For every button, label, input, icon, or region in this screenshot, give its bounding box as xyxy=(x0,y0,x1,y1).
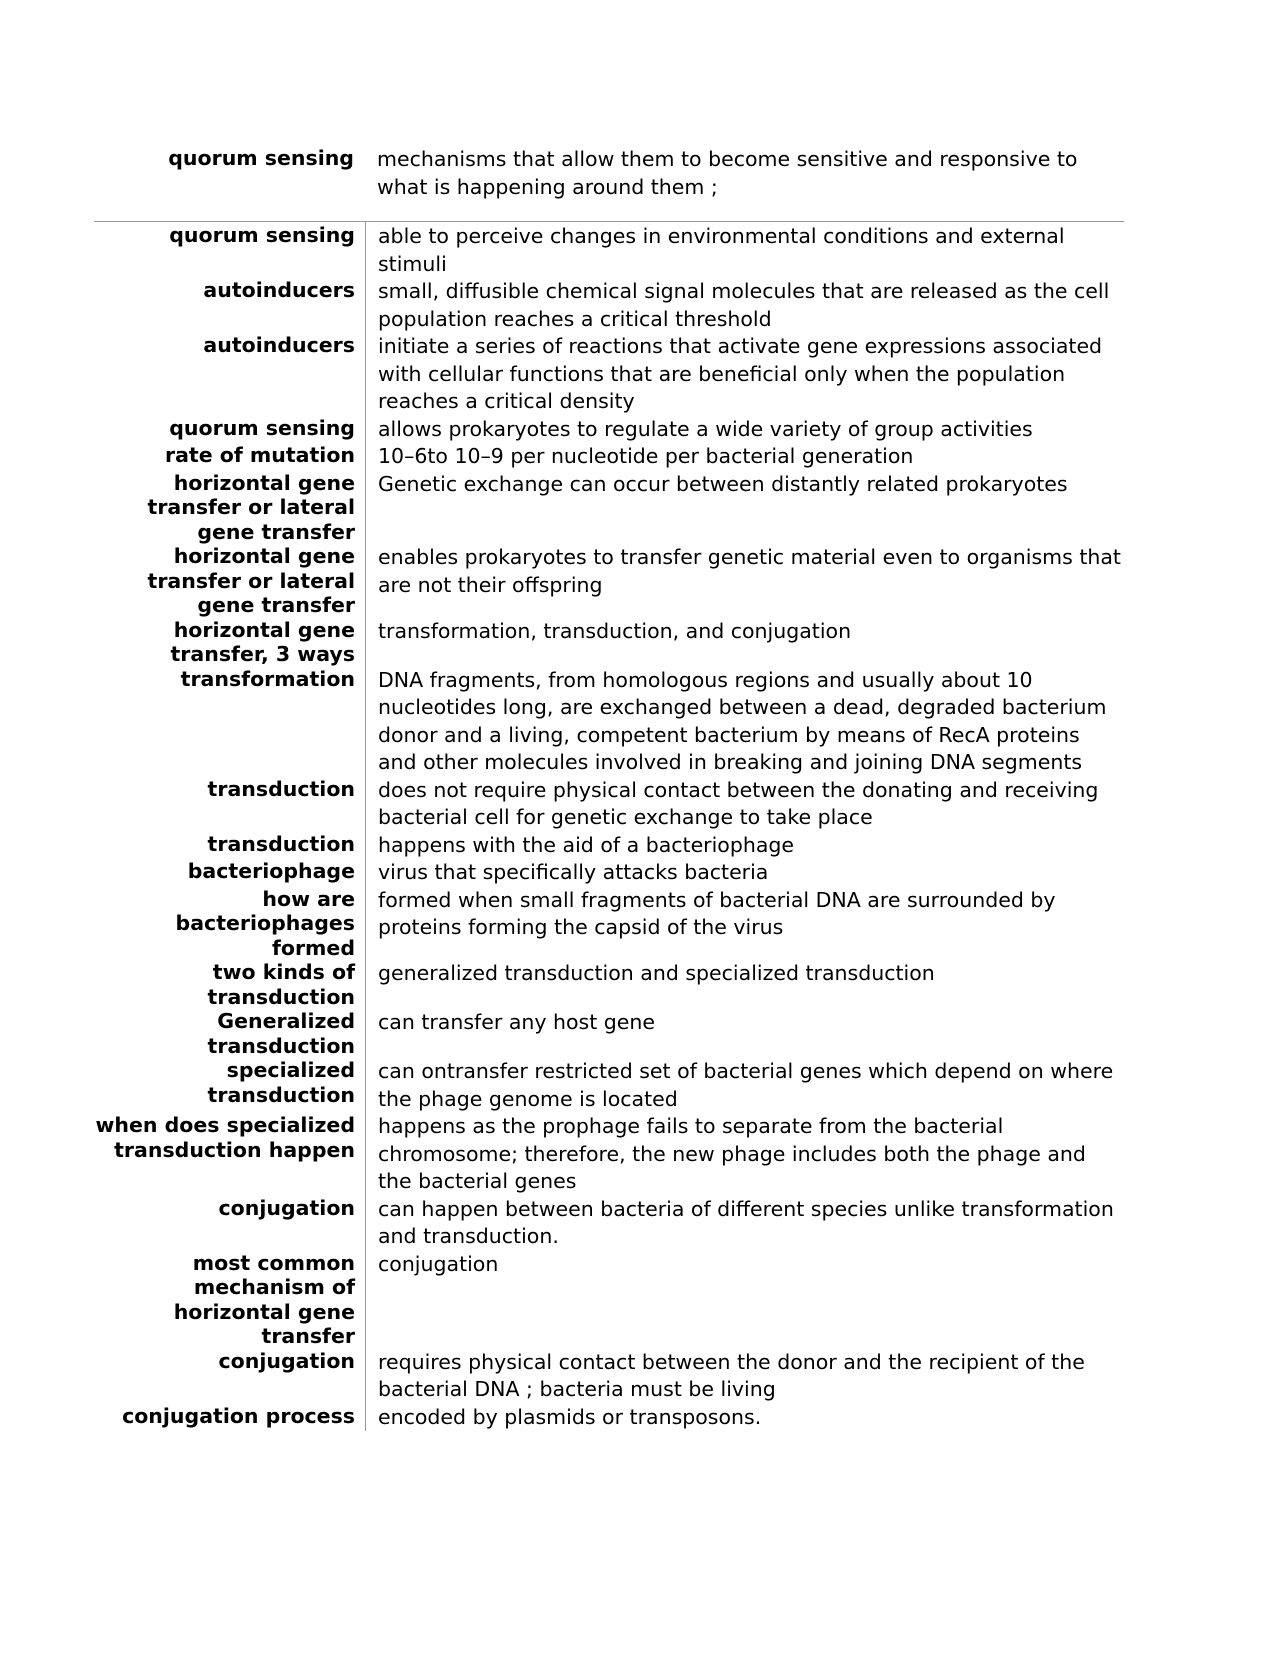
term-cell: conjugation process xyxy=(122,1403,355,1428)
definition-cell: 10–6to 10–9 per nucleotide per bacterial generation xyxy=(378,444,914,468)
table-row xyxy=(95,777,1124,832)
term-cell: horizontal gene transfer or lateral gene transfer xyxy=(147,470,355,544)
table-row xyxy=(95,887,1124,961)
term-cell: when does specialized transduction happen xyxy=(95,1113,355,1162)
definition-cell: happens with the aid of a bacteriophage xyxy=(378,832,795,857)
term-cell: quorum sensing xyxy=(168,146,354,170)
table-row xyxy=(95,278,1124,333)
table-row xyxy=(95,618,1124,667)
term-cell: autoinducers xyxy=(203,278,355,302)
table-row xyxy=(95,443,1124,471)
definition-cell: encoded by plasmids or transposons. xyxy=(378,1404,762,1429)
term-cell: conjugation xyxy=(218,1195,355,1220)
table-row xyxy=(95,832,1124,860)
term-cell: horizontal gene transfer or lateral gene transfer xyxy=(147,544,355,617)
table-row xyxy=(95,1009,1124,1058)
table-row xyxy=(95,544,1124,618)
term-cell: conjugation xyxy=(218,1348,355,1373)
definition-cell: virus that specifically attacks bacteria xyxy=(378,860,769,884)
table-row xyxy=(95,1113,1124,1196)
definition-cell: conjugation xyxy=(378,1251,499,1276)
table-row xyxy=(95,333,1124,416)
term-cell: transduction xyxy=(207,831,355,856)
term-cell: specialized transduction xyxy=(207,1058,355,1107)
term-cell: transformation xyxy=(180,666,355,691)
term-cell: rate of mutation xyxy=(164,443,355,467)
table-row xyxy=(95,416,1124,444)
definition-cell: enables prokaryotes to transfer genetic material even to organisms that are not their offspring xyxy=(378,545,1121,597)
table-row xyxy=(95,1251,1124,1349)
definition-cell: can happen between bacteria of different species unlike transformation and transduction. xyxy=(378,1196,1114,1248)
definition-cell: generalized transduction and specialized transduction xyxy=(378,961,935,985)
table-row xyxy=(95,1404,1124,1432)
definition-cell: allows prokaryotes to regulate a wide variety of group activities xyxy=(378,416,1033,441)
term-cell: Generalized transduction xyxy=(207,1009,355,1058)
definition-cell: able to perceive changes in environmental conditions and external stimuli xyxy=(378,224,1065,276)
definition-cell: can transfer any host gene xyxy=(378,1010,656,1034)
flashcard-table xyxy=(94,146,1124,1431)
table-row xyxy=(95,667,1124,777)
definition-cell: Genetic exchange can occur between distantly related prokaryotes xyxy=(378,471,1068,496)
term-cell: quorum sensing xyxy=(169,415,355,440)
table-row xyxy=(95,222,1124,278)
definition-cell: does not require physical contact between the donating and receiving bacterial cell for genetic exchange to take place xyxy=(378,777,1099,829)
definition-cell: initiate a series of reactions that activate gene expressions associated with cellular functions that are beneficial only when the population reaches a critical density xyxy=(378,334,1103,413)
table-body xyxy=(95,222,1124,1431)
definition-cell: can ontransfer restricted set of bacterial genes which depend on where the phage genome is located xyxy=(378,1059,1114,1111)
term-cell: most common mechanism of horizontal gene transfer xyxy=(173,1250,355,1348)
term-cell: quorum sensing xyxy=(169,223,355,247)
definition-cell: small, diffusible chemical signal molecules that are released as the cell population reaches a critical threshold xyxy=(378,279,1110,331)
term-cell: two kinds of transduction xyxy=(207,960,355,1009)
term-cell: transduction xyxy=(207,776,355,801)
term-cell: horizontal gene transfer, 3 ways xyxy=(170,617,355,666)
term-cell: autoinducers xyxy=(203,333,355,357)
definition-cell: happens as the prophage fails to separate from the bacterial chromosome; therefore, the new phage includes both the phage and the bacterial genes xyxy=(378,1114,1086,1193)
definition-cell: formed when small fragments of bacterial DNA are surrounded by proteins forming the capsid of the virus xyxy=(378,887,1056,939)
definition-cell: requires physical contact between the donor and the recipient of the bacterial DNA ; bacteria must be living xyxy=(378,1349,1085,1401)
term-cell: bacteriophage xyxy=(187,859,355,883)
table-row xyxy=(95,859,1124,887)
definition-cell: mechanisms that allow them to become sensitive and responsive to what is happening around them ; xyxy=(377,147,1078,199)
table-row xyxy=(95,960,1124,1009)
header-row xyxy=(94,146,1124,222)
table-row xyxy=(95,1196,1124,1251)
table-row xyxy=(95,1058,1124,1113)
definition-cell: DNA fragments, from homologous regions and usually about 10 nucleotides long, are exchanged between a dead, degraded bacterium donor and a living, competent bacterium by means of RecA proteins and other molecules involved in breaking and joining DNA segments xyxy=(378,667,1107,774)
definition-cell: transformation, transduction, and conjugation xyxy=(378,618,852,643)
table-row xyxy=(95,1349,1124,1404)
table-row xyxy=(95,471,1124,545)
term-cell: how are bacteriophages formed xyxy=(175,886,355,960)
